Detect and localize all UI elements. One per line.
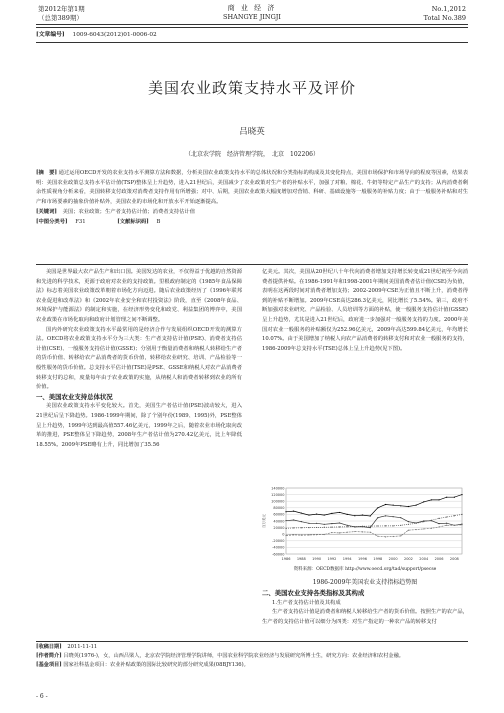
left-column <box>36 268 242 450</box>
x-tick-label: 2004 <box>419 557 429 561</box>
data-point <box>339 522 340 523</box>
paragraph: 亿美元。其次，美国从20世纪八十年代向消费者增加支持增长转变成21世纪初至今向消费者提供补贴。在1986-1991年和1998-2001年期间美国消费者估计值(CSE)为负值，表明在这两段时间对消费者增加支持；2002-2009年CSE为正值且不断上升，消费者得到的补贴不断增加。2009年CSE高达286.3亿美元，同比增长了5.54%。第三，政府不断加强对农业研究、产品检验、人员培训等方面的补贴，使一般服务支持估计值(GSSE)呈上升趋势，尤其是进入21世纪后，政府进一步加强对一般服务支持的力度。2000年美国对农业一般服务的补贴额仅为252.96亿美元，2009年高达599.84亿美元，年均增长10.07%。由于美国增加了纳税人向农产品消费者的转移支付和对农业一般服务的支持，1986-2009年总支持水平(TSE)总体上呈上升趋势(见下图)。 <box>262 269 468 352</box>
data-point <box>454 515 455 516</box>
chart-ticks <box>262 486 459 561</box>
data-point <box>446 523 447 524</box>
data-point <box>293 511 294 512</box>
author-bio-text: 吕晓英(1976-)，女，山西吕梁人，北京农学院经济管理学院讲师，中国农业科学院农业经济与发展研究所博士生，研究方向：农业经济和农村金融。 <box>63 653 404 659</box>
data-point <box>370 526 371 527</box>
data-point <box>324 527 325 528</box>
clc-value: F31 <box>75 218 86 225</box>
data-point <box>354 531 355 532</box>
x-tick-label: 2002 <box>403 557 413 561</box>
keywords-text: 美国；农业政策；生产者支持估计值；消费者支持估计值 <box>62 208 196 215</box>
keywords-label: [关键词] <box>36 208 57 215</box>
data-point <box>293 527 294 528</box>
data-point <box>438 518 439 519</box>
journal-number <box>424 5 466 23</box>
data-point <box>415 523 416 524</box>
journal-name-cn: 商 业 经 济 <box>227 4 277 12</box>
data-point <box>393 525 394 526</box>
data-point <box>301 527 302 528</box>
data-point <box>339 532 340 533</box>
data-point <box>370 532 371 533</box>
total-number-line: Total No.389 <box>423 14 466 22</box>
data-point <box>293 519 294 520</box>
author-bio-label: [作者简介] <box>36 653 62 659</box>
y-tick-label: -20000 <box>272 539 285 544</box>
y-tick-label: 20000 <box>273 525 285 530</box>
x-tick-label: 2008 <box>449 557 459 561</box>
subsection-heading: 1.生产者支持估计值及其构成 <box>272 599 341 606</box>
data-point <box>423 521 424 522</box>
y-tick-label: 100000 <box>271 499 285 504</box>
received-date <box>36 643 468 652</box>
data-point <box>347 514 348 515</box>
data-point <box>347 532 348 533</box>
data-point <box>461 514 462 515</box>
x-tick-label: 1990 <box>312 557 322 561</box>
data-point <box>377 507 378 508</box>
data-point <box>370 515 371 516</box>
data-point <box>308 514 309 515</box>
data-point <box>431 520 432 521</box>
data-point <box>293 534 294 535</box>
y-tick-label: -40000 <box>272 545 285 550</box>
data-point <box>331 523 332 524</box>
fund-text: 国家社科基金项目：农业补贴政策的国际比较研究的部分研究成果(08BJY136)。 <box>63 662 249 668</box>
data-point <box>316 513 317 514</box>
keywords <box>36 208 468 218</box>
data-point <box>438 523 439 524</box>
footer-rule <box>36 641 468 642</box>
right-column-continued <box>262 589 468 627</box>
data-point <box>316 534 317 535</box>
data-point <box>423 501 424 502</box>
data-point <box>301 535 302 536</box>
data-point <box>308 523 309 524</box>
total-issue-line: （总第389期） <box>38 14 83 22</box>
data-point <box>316 523 317 524</box>
data-point <box>438 499 439 500</box>
data-point <box>331 527 332 528</box>
y-tick-label: 120000 <box>271 492 285 497</box>
data-point <box>301 521 302 522</box>
data-point <box>324 524 325 525</box>
paragraph: 国内外研究农业政策支持水平最常用的是经济合作与发展组织OECD开发的测算方法。OECD将农业政策支持水平分为三大类：生产者支持估计值(PSE)、消费者支持估计值(CSE)、一般服务支持估计值(GSSE)；分别用于衡量消费者和纳税人转移给生产者的货币价值、转移给农产品消费者的货币价值，转移给农业研究、培训、产品检验等一般性服务的货币价值。总支持水平估计值(TSE)是PSE、GSSE和纳税人对农产品消费者转移支付的总和，度量每年由于农业政策的实施，从纳税人和消费者转移到农业的所有价值。 <box>36 326 242 391</box>
data-point <box>400 535 401 536</box>
chart-lines <box>285 494 462 537</box>
figure-caption: 1986-2009年美国农业支持指标趋势图 <box>312 579 418 586</box>
data-point <box>362 514 363 515</box>
x-tick-label: 2006 <box>434 557 444 561</box>
data-point <box>415 505 416 506</box>
series-line-gsse <box>286 514 462 528</box>
footnotes <box>36 643 468 670</box>
data-point <box>446 525 447 526</box>
data-point <box>377 517 378 518</box>
article-number <box>36 31 157 39</box>
x-tick-label: 1998 <box>373 557 383 561</box>
number-line: No.1,2012 <box>431 5 466 13</box>
classification <box>36 218 468 228</box>
header-rule-thin <box>36 27 468 28</box>
header-rule <box>36 24 468 25</box>
fund-info <box>36 661 468 670</box>
received-value: 2011-11-11 <box>67 644 98 650</box>
figure <box>262 484 468 566</box>
data-point <box>385 536 386 537</box>
data-point <box>324 534 325 535</box>
trend-chart <box>262 484 468 566</box>
data-point <box>393 536 394 537</box>
article-number-label: [文章编号] <box>36 32 65 38</box>
y-tick-label: 40000 <box>273 519 285 524</box>
x-tick-label: 1996 <box>358 557 367 561</box>
data-point <box>461 494 462 495</box>
y-tick-label: 0 <box>282 532 285 537</box>
data-point <box>324 514 325 515</box>
data-point <box>331 513 332 514</box>
data-point <box>393 516 394 517</box>
data-point <box>285 535 286 536</box>
data-point <box>454 497 455 498</box>
data-point <box>362 531 363 532</box>
y-tick-label: 80000 <box>273 506 285 511</box>
x-tick-label: 1986 <box>281 557 291 561</box>
section-heading: 二、美国农业支持各类指标及其构成 <box>262 589 365 597</box>
data-point <box>285 520 286 521</box>
data-point <box>400 505 401 506</box>
author-bio <box>36 652 468 661</box>
abstract-block <box>36 169 468 227</box>
data-point <box>308 527 309 528</box>
data-point <box>370 527 371 528</box>
data-point <box>377 525 378 526</box>
figure-source: 资料来源：OECD数据库 http://www.oecd.org/tad/support/psecse <box>293 567 437 572</box>
data-point <box>385 504 386 505</box>
received-label: [收稿日期] <box>36 644 62 650</box>
data-point <box>339 512 340 513</box>
abstract-rule <box>36 264 468 265</box>
data-point <box>308 534 309 535</box>
data-point <box>347 526 348 527</box>
paragraph: 美国农业政策支持水平变化较大。首先，美国生产者估计值(PSE)波动较大，进入21世纪后呈下降趋势。1986-1999年期间，除了个别年份(1989、1995)外，PSE整体呈上升趋势，1999年达到最高值557.46亿美元，1999年之后，随着农业市场化取向改革的推进，PSE整体呈下降趋势，2008年生产者估计值为270.42亿美元，比上年降低18.55%。2009年PSE略有上升，同比增加了35.56 <box>36 403 242 448</box>
data-point <box>393 505 394 506</box>
series-line-cse <box>286 525 462 537</box>
data-point <box>431 499 432 500</box>
x-tick-label: 1992 <box>327 557 337 561</box>
data-point <box>408 530 409 531</box>
data-point <box>408 506 409 507</box>
data-point <box>454 525 455 526</box>
data-point <box>362 526 363 527</box>
section-heading: 一、美国农业支持总体状况 <box>36 392 113 401</box>
data-point <box>377 536 378 537</box>
data-point <box>285 528 286 529</box>
abstract-label: [摘 要] <box>36 170 57 176</box>
data-point <box>461 524 462 525</box>
author-name: 吕晓英 <box>239 127 265 137</box>
clc-label: [中图分类号] <box>36 218 68 225</box>
data-point <box>415 529 416 530</box>
y-tick-label: 60000 <box>273 512 285 517</box>
x-tick-label: 2000 <box>388 557 398 561</box>
author-affiliation: （北京农学院 经济管理学院， 北京 102206） <box>185 151 319 158</box>
data-point <box>431 528 432 529</box>
data-point <box>446 497 447 498</box>
chart-grid <box>286 488 462 554</box>
abstract <box>36 169 468 208</box>
data-point <box>423 528 424 529</box>
journal-name-en: SHANGYE JINGJI <box>223 13 281 21</box>
data-point <box>316 527 317 528</box>
data-point <box>408 524 409 525</box>
paragraph: 美国是世界最大农产品生产和出口国。美国发达的农业，不仅得益于优越的自然资源和先进的科学技术，更源于政府对农业的支持政策。里根政府制定的《1985年食品保障法》标志着美国农业政策改革朝着市场化方向迈进。随后农业政策经历了《1996年联邦农业促进和改革法》和《2002年农业安全和农村投资法》阶段，直至《2008年食品、环境保护与能源法》的制定和实施，在经济形势变化和政党、利益集团的博弈中，美国农业政策在市场化取向和政府计划管理之间不断调整。 <box>36 269 242 323</box>
data-point <box>446 516 447 517</box>
abstract-text: 通过运用OECD开发的农业支持水平测算方法和数据，分析美国农业政策支持水平的总体状况和分类指标的构成及其变化特点，美国市场保护和市场导向的程度等因素，结果表明：美国农业政策总支持水平估计值(TSP)整体呈上升趋势，进入21世纪后，美国减少了农业政策对生产者的补贴水平，加强了对粮、棉花、牛奶等特定产品生产的支持；从内消费者剩余性质视角分析来看，美国转移支付政策对消费者支持作用有所增强；对中、后期，美国农业政策大幅度增加对营销、科研、基础设施等一般服务的补贴力度；由于一般服务补贴和对生产和市场要素的抽象价值补贴外，美国农业的市场化和开放水平开始逐渐提高。 <box>36 170 469 206</box>
series-line-tse <box>286 495 462 516</box>
article-number-value: 1009-6043(2012)01-0006-02 <box>72 32 157 38</box>
data-point <box>385 525 386 526</box>
doc-value: B <box>156 218 161 225</box>
data-point <box>354 526 355 527</box>
page-number: - 6 - <box>36 693 48 700</box>
data-point <box>347 525 348 526</box>
data-point <box>400 517 401 518</box>
fund-label: [基金项目] <box>36 662 62 668</box>
data-point <box>408 521 409 522</box>
y-axis-label: 百万美元 <box>262 514 266 528</box>
x-tick-label: 1994 <box>342 557 352 561</box>
x-tick-label: 1988 <box>296 557 306 561</box>
doc-label: [文献标识码] <box>117 218 149 225</box>
data-point <box>354 515 355 516</box>
paragraph: 生产者支持估计值是消费者和纳税人转移给生产者的货币价值。按照生产的农产品，生产者的支持估计值可以细分为四类：对生产指定的一种农产品的转移支付 <box>262 609 468 625</box>
paper-title: 美国农业政策支持水平及评价 <box>147 79 356 97</box>
data-point <box>400 525 401 526</box>
y-tick-label: -60000 <box>272 552 285 557</box>
y-tick-label: 140000 <box>271 486 285 491</box>
data-point <box>385 515 386 516</box>
data-point <box>339 526 340 527</box>
data-point <box>331 532 332 533</box>
data-point <box>438 526 439 527</box>
right-column <box>262 268 468 354</box>
meta-rule <box>36 42 468 43</box>
data-point <box>301 512 302 513</box>
data-point <box>285 511 286 512</box>
issue-line: 第2012年第1期 <box>38 5 85 13</box>
